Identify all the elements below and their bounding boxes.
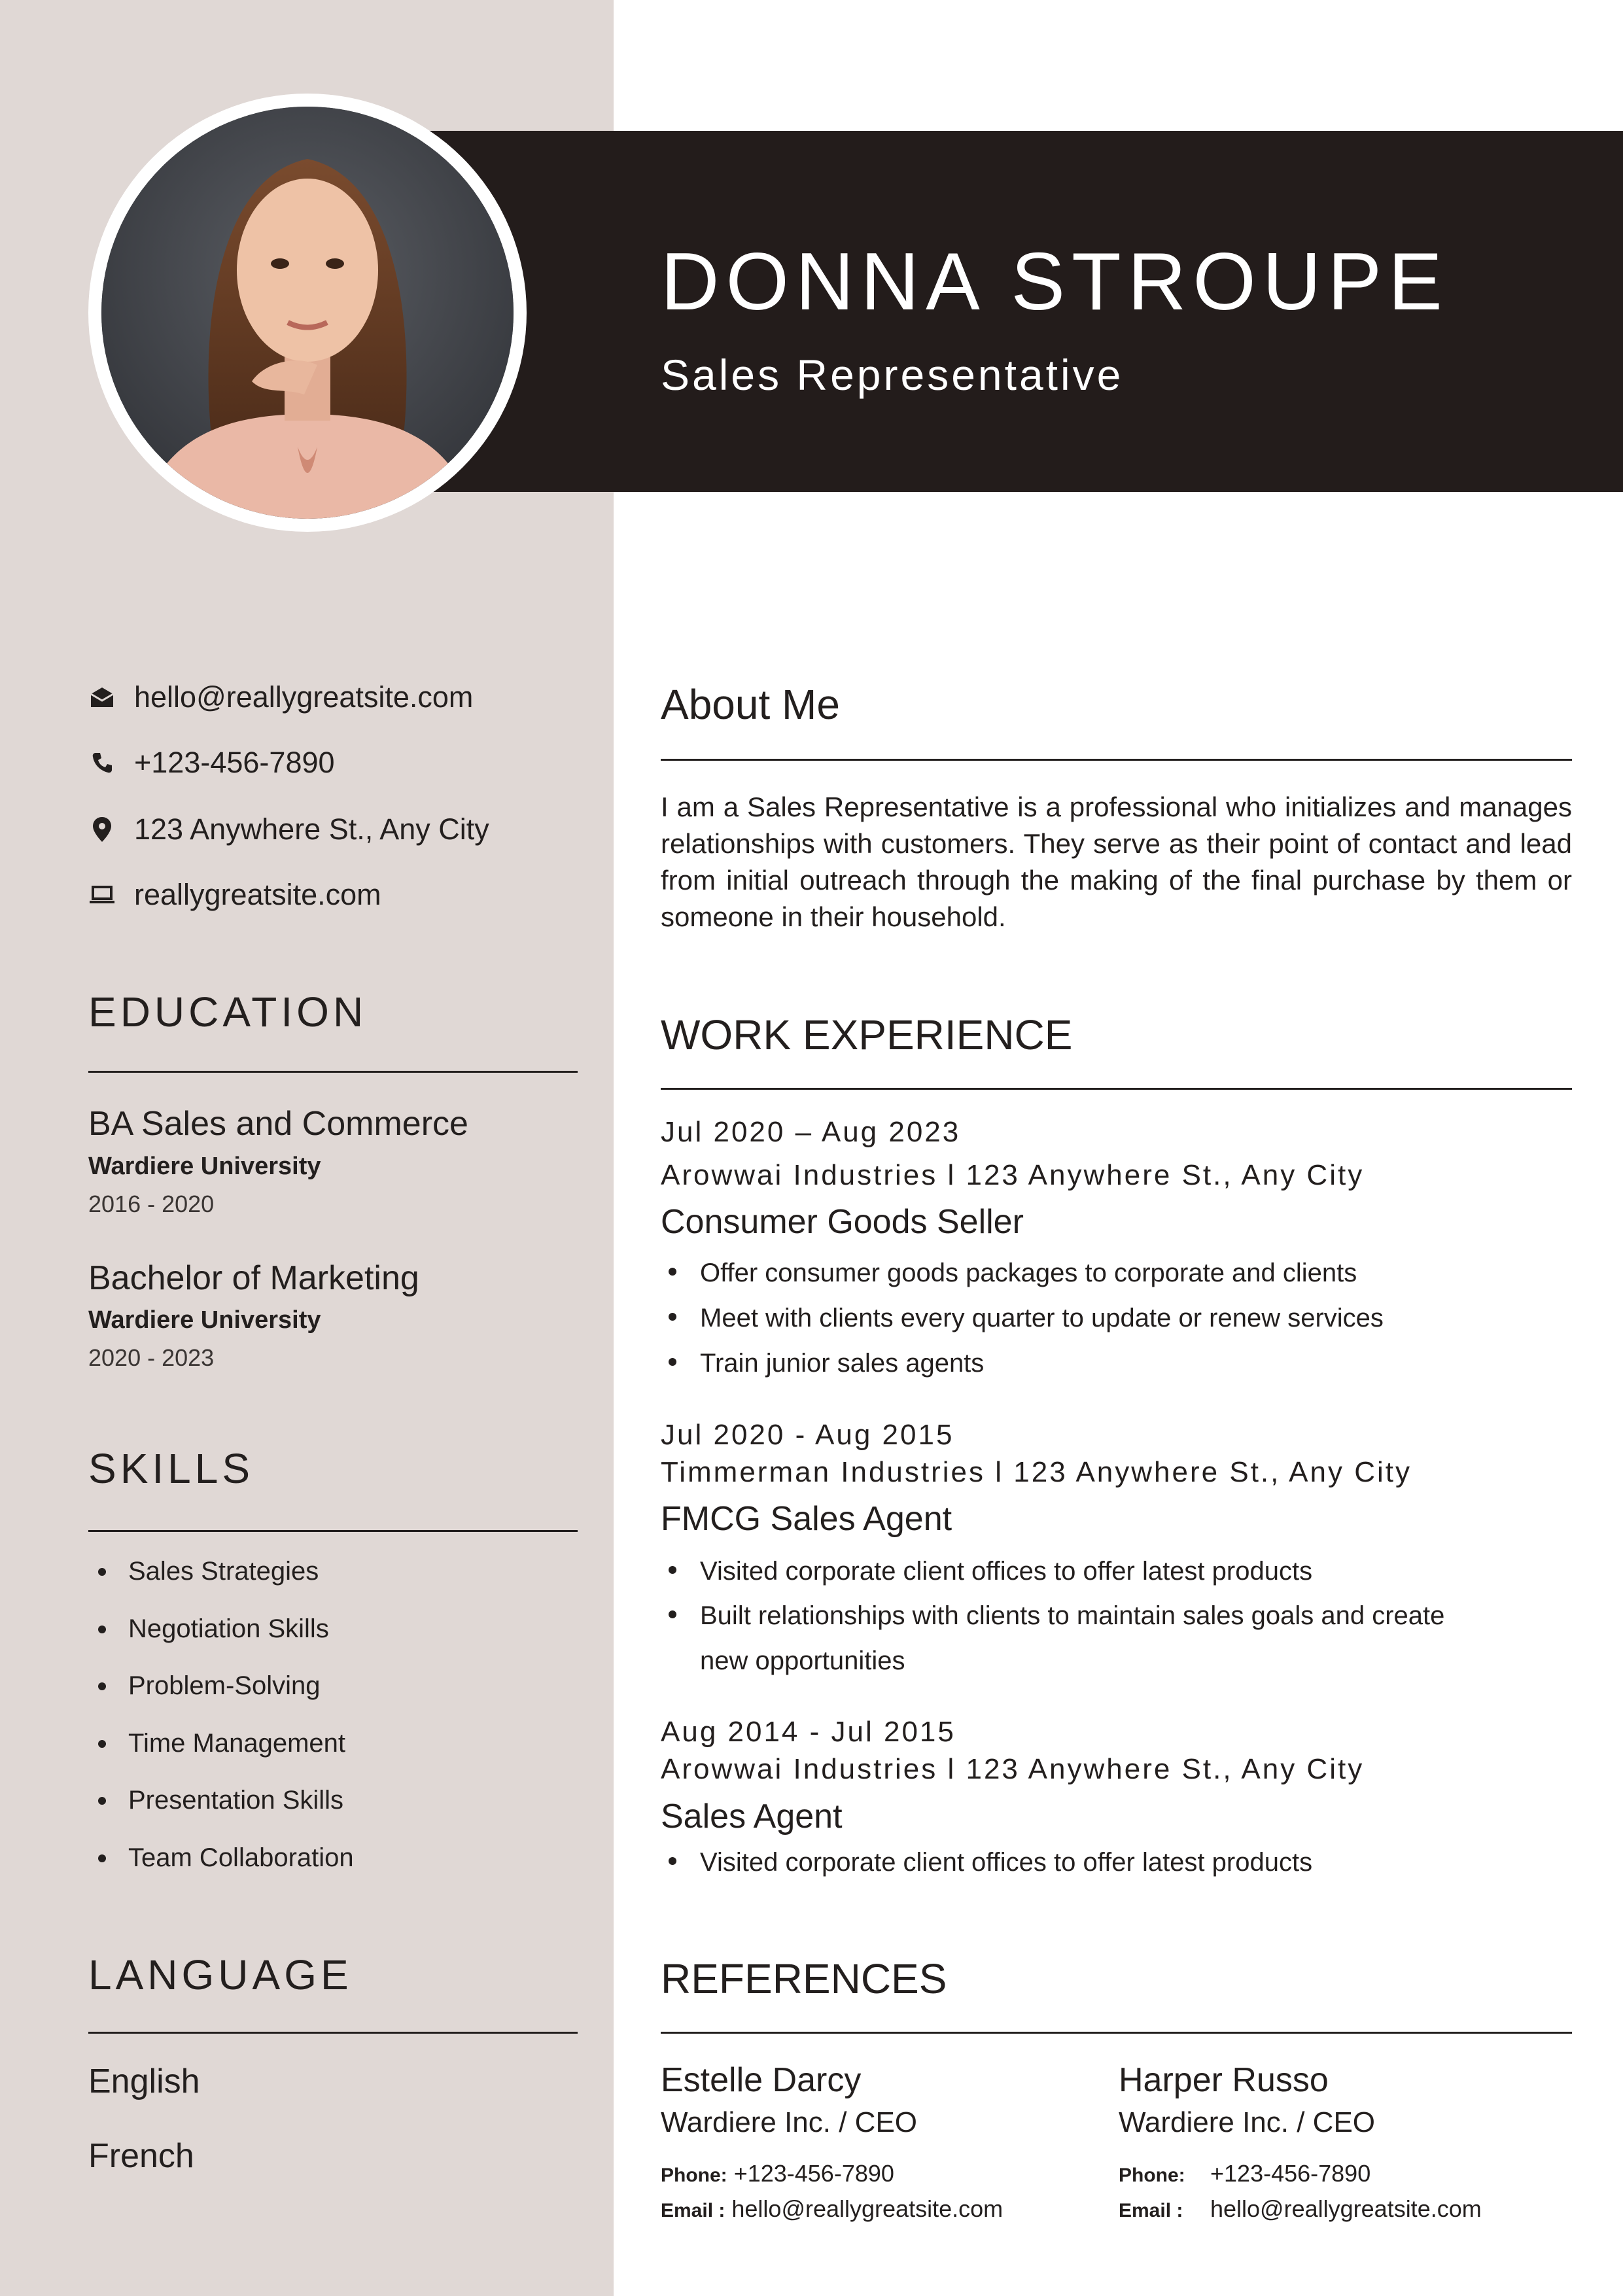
reference-org: Wardiere Inc. / CEO bbox=[661, 2106, 918, 2138]
contact-phone[interactable] bbox=[88, 740, 335, 786]
reference-email[interactable]: Email : hello@reallygreatsite.com bbox=[661, 2195, 1003, 2222]
phone-icon bbox=[88, 749, 116, 776]
language-heading: LANGUAGE bbox=[88, 1951, 353, 1998]
job-role: Sales Agent bbox=[661, 1798, 843, 1835]
education-degree: BA Sales and Commerce bbox=[88, 1105, 468, 1143]
contact-website-text: reallygreatsite.com bbox=[134, 878, 381, 911]
education-years: 2020 - 2023 bbox=[88, 1344, 215, 1371]
education-divider bbox=[88, 1071, 578, 1073]
job-company: Timmerman Industries l 123 Anywhere St., Any City bbox=[661, 1456, 1412, 1488]
job-company: Arowwai Industries l 123 Anywhere St., Any City bbox=[661, 1753, 1365, 1785]
job-role: Consumer Goods Seller bbox=[661, 1203, 1024, 1241]
education-school: Wardiere University bbox=[88, 1153, 321, 1180]
language-item: French bbox=[88, 2137, 194, 2175]
reference-email[interactable]: Email : hello@reallygreatsite.com bbox=[1119, 2195, 1482, 2222]
skills-heading: SKILLS bbox=[88, 1445, 254, 1492]
reference-phone: Phone: +123-456-7890 bbox=[661, 2160, 894, 2187]
references-divider bbox=[661, 2032, 1572, 2034]
job-bullet: Train junior sales agents bbox=[669, 1341, 984, 1385]
envelope-icon bbox=[88, 684, 116, 711]
work-divider bbox=[661, 1088, 1572, 1090]
job-bullet: Meet with clients every quarter to update or renew services bbox=[669, 1296, 1384, 1340]
job-bullet: new opportunities bbox=[700, 1646, 905, 1675]
contact-address-text: 123 Anywhere St., Any City bbox=[134, 812, 489, 846]
about-heading: About Me bbox=[661, 681, 840, 728]
skills-divider bbox=[88, 1530, 578, 1532]
candidate-name: DONNA STROUPE bbox=[661, 237, 1449, 327]
skill-item: Sales Strategies bbox=[98, 1557, 319, 1586]
contact-email-text: hello@reallygreatsite.com bbox=[134, 680, 474, 714]
job-bullet: Built relationships with clients to maintain sales goals and create bbox=[669, 1593, 1444, 1638]
contact-email[interactable] bbox=[88, 674, 473, 720]
job-dates: Aug 2014 - Jul 2015 bbox=[661, 1716, 956, 1748]
education-degree: Bachelor of Marketing bbox=[88, 1259, 419, 1297]
job-company: Arowwai Industries l 123 Anywhere St., Any City bbox=[661, 1159, 1365, 1191]
location-pin-icon bbox=[88, 816, 116, 843]
skill-item: Time Management bbox=[98, 1729, 345, 1758]
profile-photo bbox=[101, 107, 514, 519]
skill-item: Team Collaboration bbox=[98, 1843, 354, 1873]
references-heading: REFERENCES bbox=[661, 1955, 947, 2002]
about-text: I am a Sales Representative is a professional who initializes and manages relationships with customers. They serve as their point of contact and lead from initial outreach through the making of the final purchase by them or someone in their household. bbox=[661, 791, 1572, 932]
language-item: English bbox=[88, 2062, 200, 2100]
reference-phone: Phone: +123-456-7890 bbox=[1119, 2160, 1371, 2187]
education-years: 2016 - 2020 bbox=[88, 1191, 215, 1217]
job-dates: Jul 2020 - Aug 2015 bbox=[661, 1419, 954, 1451]
job-role: FMCG Sales Agent bbox=[661, 1500, 952, 1538]
job-bullet: Offer consumer goods packages to corporate and clients bbox=[669, 1251, 1357, 1295]
reference-name: Harper Russo bbox=[1119, 2061, 1329, 2099]
job-dates: Jul 2020 – Aug 2023 bbox=[661, 1116, 961, 1148]
contact-website[interactable] bbox=[88, 872, 381, 918]
candidate-title: Sales Representative bbox=[661, 351, 1124, 399]
skill-item: Problem-Solving bbox=[98, 1671, 320, 1701]
laptop-icon bbox=[88, 881, 116, 909]
job-bullet: Visited corporate client offices to offer latest products bbox=[669, 1840, 1312, 1885]
about-divider bbox=[661, 759, 1572, 761]
language-divider bbox=[88, 2032, 578, 2034]
education-heading: EDUCATION bbox=[88, 988, 368, 1035]
job-bullet: Visited corporate client offices to offer latest products bbox=[669, 1549, 1312, 1593]
contact-phone-text: +123-456-7890 bbox=[134, 746, 335, 779]
work-heading: WORK EXPERIENCE bbox=[661, 1011, 1073, 1058]
skill-item: Negotiation Skills bbox=[98, 1614, 329, 1644]
skill-item: Presentation Skills bbox=[98, 1786, 343, 1815]
reference-org: Wardiere Inc. / CEO bbox=[1119, 2106, 1376, 2138]
education-school: Wardiere University bbox=[88, 1306, 321, 1334]
reference-name: Estelle Darcy bbox=[661, 2061, 862, 2099]
contact-address bbox=[88, 807, 489, 852]
